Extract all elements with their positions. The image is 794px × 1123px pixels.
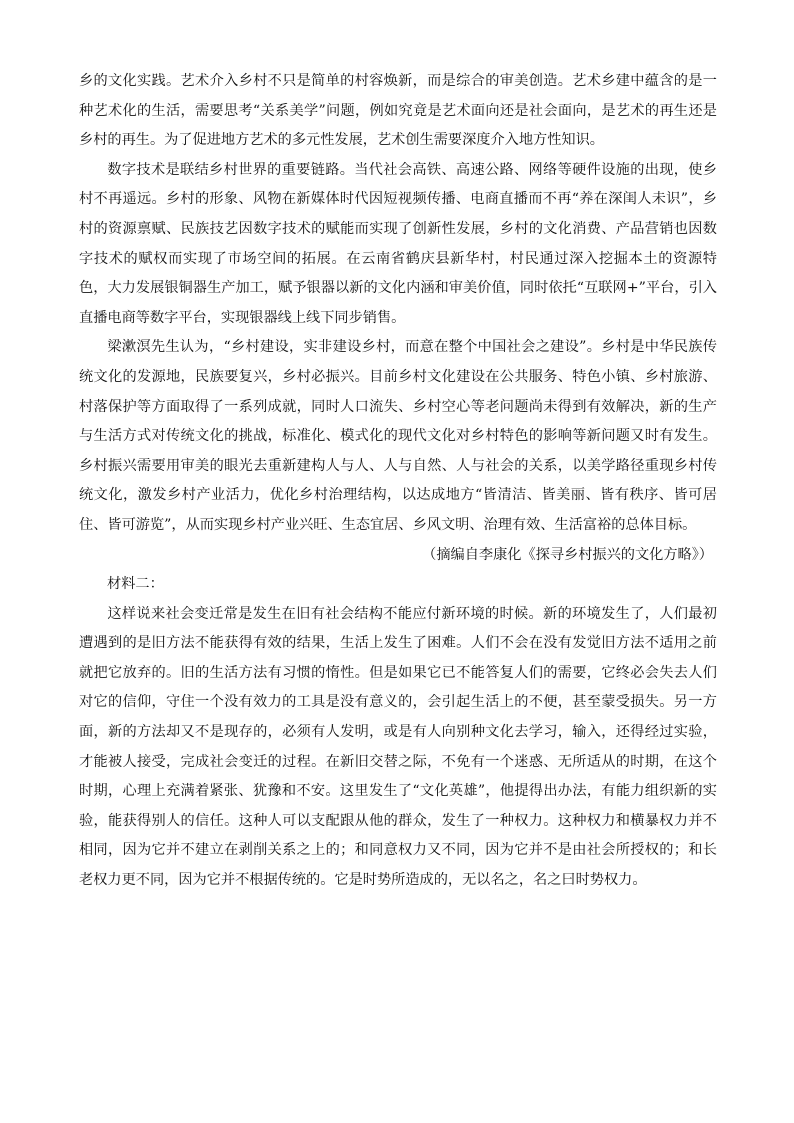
source-citation: （摘编自李康化《探寻乡村振兴的文化方略》） <box>422 546 713 563</box>
material-two-label: 材料二： <box>107 576 164 593</box>
paragraph-social-change: 这样说来社会变迁常是发生在旧有社会结构不能应付新环境的时候。新的环境发生了，人们最初遭遇到的是旧方法不能获得有效的结果，生活上发生了困难。人们不会在没有发觉旧方法不适用之前就把它放弃的。旧的生活方法有习惯的惰性。但是如果它已不能答复人们的需要，它终必会失去人们对它的信仰，守住一个没有效力的工具是没有意义的，会引起生活上的不便，甚至蒙受损失。另一方面，新的方法却又不是现存的，必须有人发明，或是有人向别种文化去学习，输入，还得经过实验，才能被人接受，完成社会变迁的过程。在新旧交替之际，不免有一个迷惑、无所适从的时期，在这个时期，心理上充满着紧张、犹豫和不安。这里发生了“文化英雄”，他提得出办法，有能力组织新的实验，能获得别人的信任。这种人可以支配跟从他的群众，发生了一种权力。这种权力和横暴权力并不相同，因为它并不建立在剥削关系之上的；和同意权力又不同，因为它并不是由社会所授权的；和长老权力更不同，因为它并不根据传统的。它是时势所造成的，无以名之，名之曰时势权力。 <box>79 605 717 889</box>
paragraph-digital-technology: 数字技术是联结乡村世界的重要链路。当代社会高铁、高速公路、网络等硬件设施的出现，使乡村不再遥远。乡村的形象、风物在新媒体时代因短视频传播、电商直播而不再“养在深闺人未识”，乡村的资源禀赋、民族技艺因数字技术的赋能而实现了创新性发展，乡村的文化消费、产品营销也因数字技术的赋权而实现了市场空间的拓展。在云南省鹤庆县新华村，村民通过深入挖掘本土的资源特色，大力发展银铜器生产加工，赋予银器以新的文化内涵和审美价值，同时依托“互联网+”平台，引入直播电商等数字平台，实现银器线上线下同步销售。 <box>79 161 717 326</box>
paragraph-art-rural: 乡的文化实践。艺术介入乡村不只是简单的村容焕新，而是综合的审美创造。艺术乡建中蕴含的是一种艺术化的生活，需要思考“关系美学”问题，例如究竟是艺术面向还是社会面向，是艺术的再生还是乡村的再生。为了促进地方艺术的多元性发展，艺术创生需要深度介入地方性知识。 <box>79 73 717 149</box>
paragraph-liang-shuming: 梁漱溟先生认为，“乡村建设，实非建设乡村，而意在整个中国社会之建设”。乡村是中华民族传统文化的发源地，民族要复兴，乡村必振兴。目前乡村文化建设在公共服务、特色小镇、乡村旅游、村落保护等方面取得了一系列成就，同时人口流失、乡村空心等老问题尚未得到有效解决，新的生产与生活方式对传统文化的挑战，标准化、模式化的现代文化对乡村特色的影响等新问题又时有发生。乡村振兴需要用审美的眼光去重新建构人与人、人与自然、人与社会的关系，以美学路径重现乡村传统文化，激发乡村产业活力，优化乡村治理结构，以达成地方“皆清洁、皆美丽、皆有秩序、皆可居住、皆可游览”，从而实现乡村产业兴旺、生态宜居、乡风文明、治理有效、生活富裕的总体目标。 <box>79 339 717 533</box>
document-body <box>79 67 717 896</box>
